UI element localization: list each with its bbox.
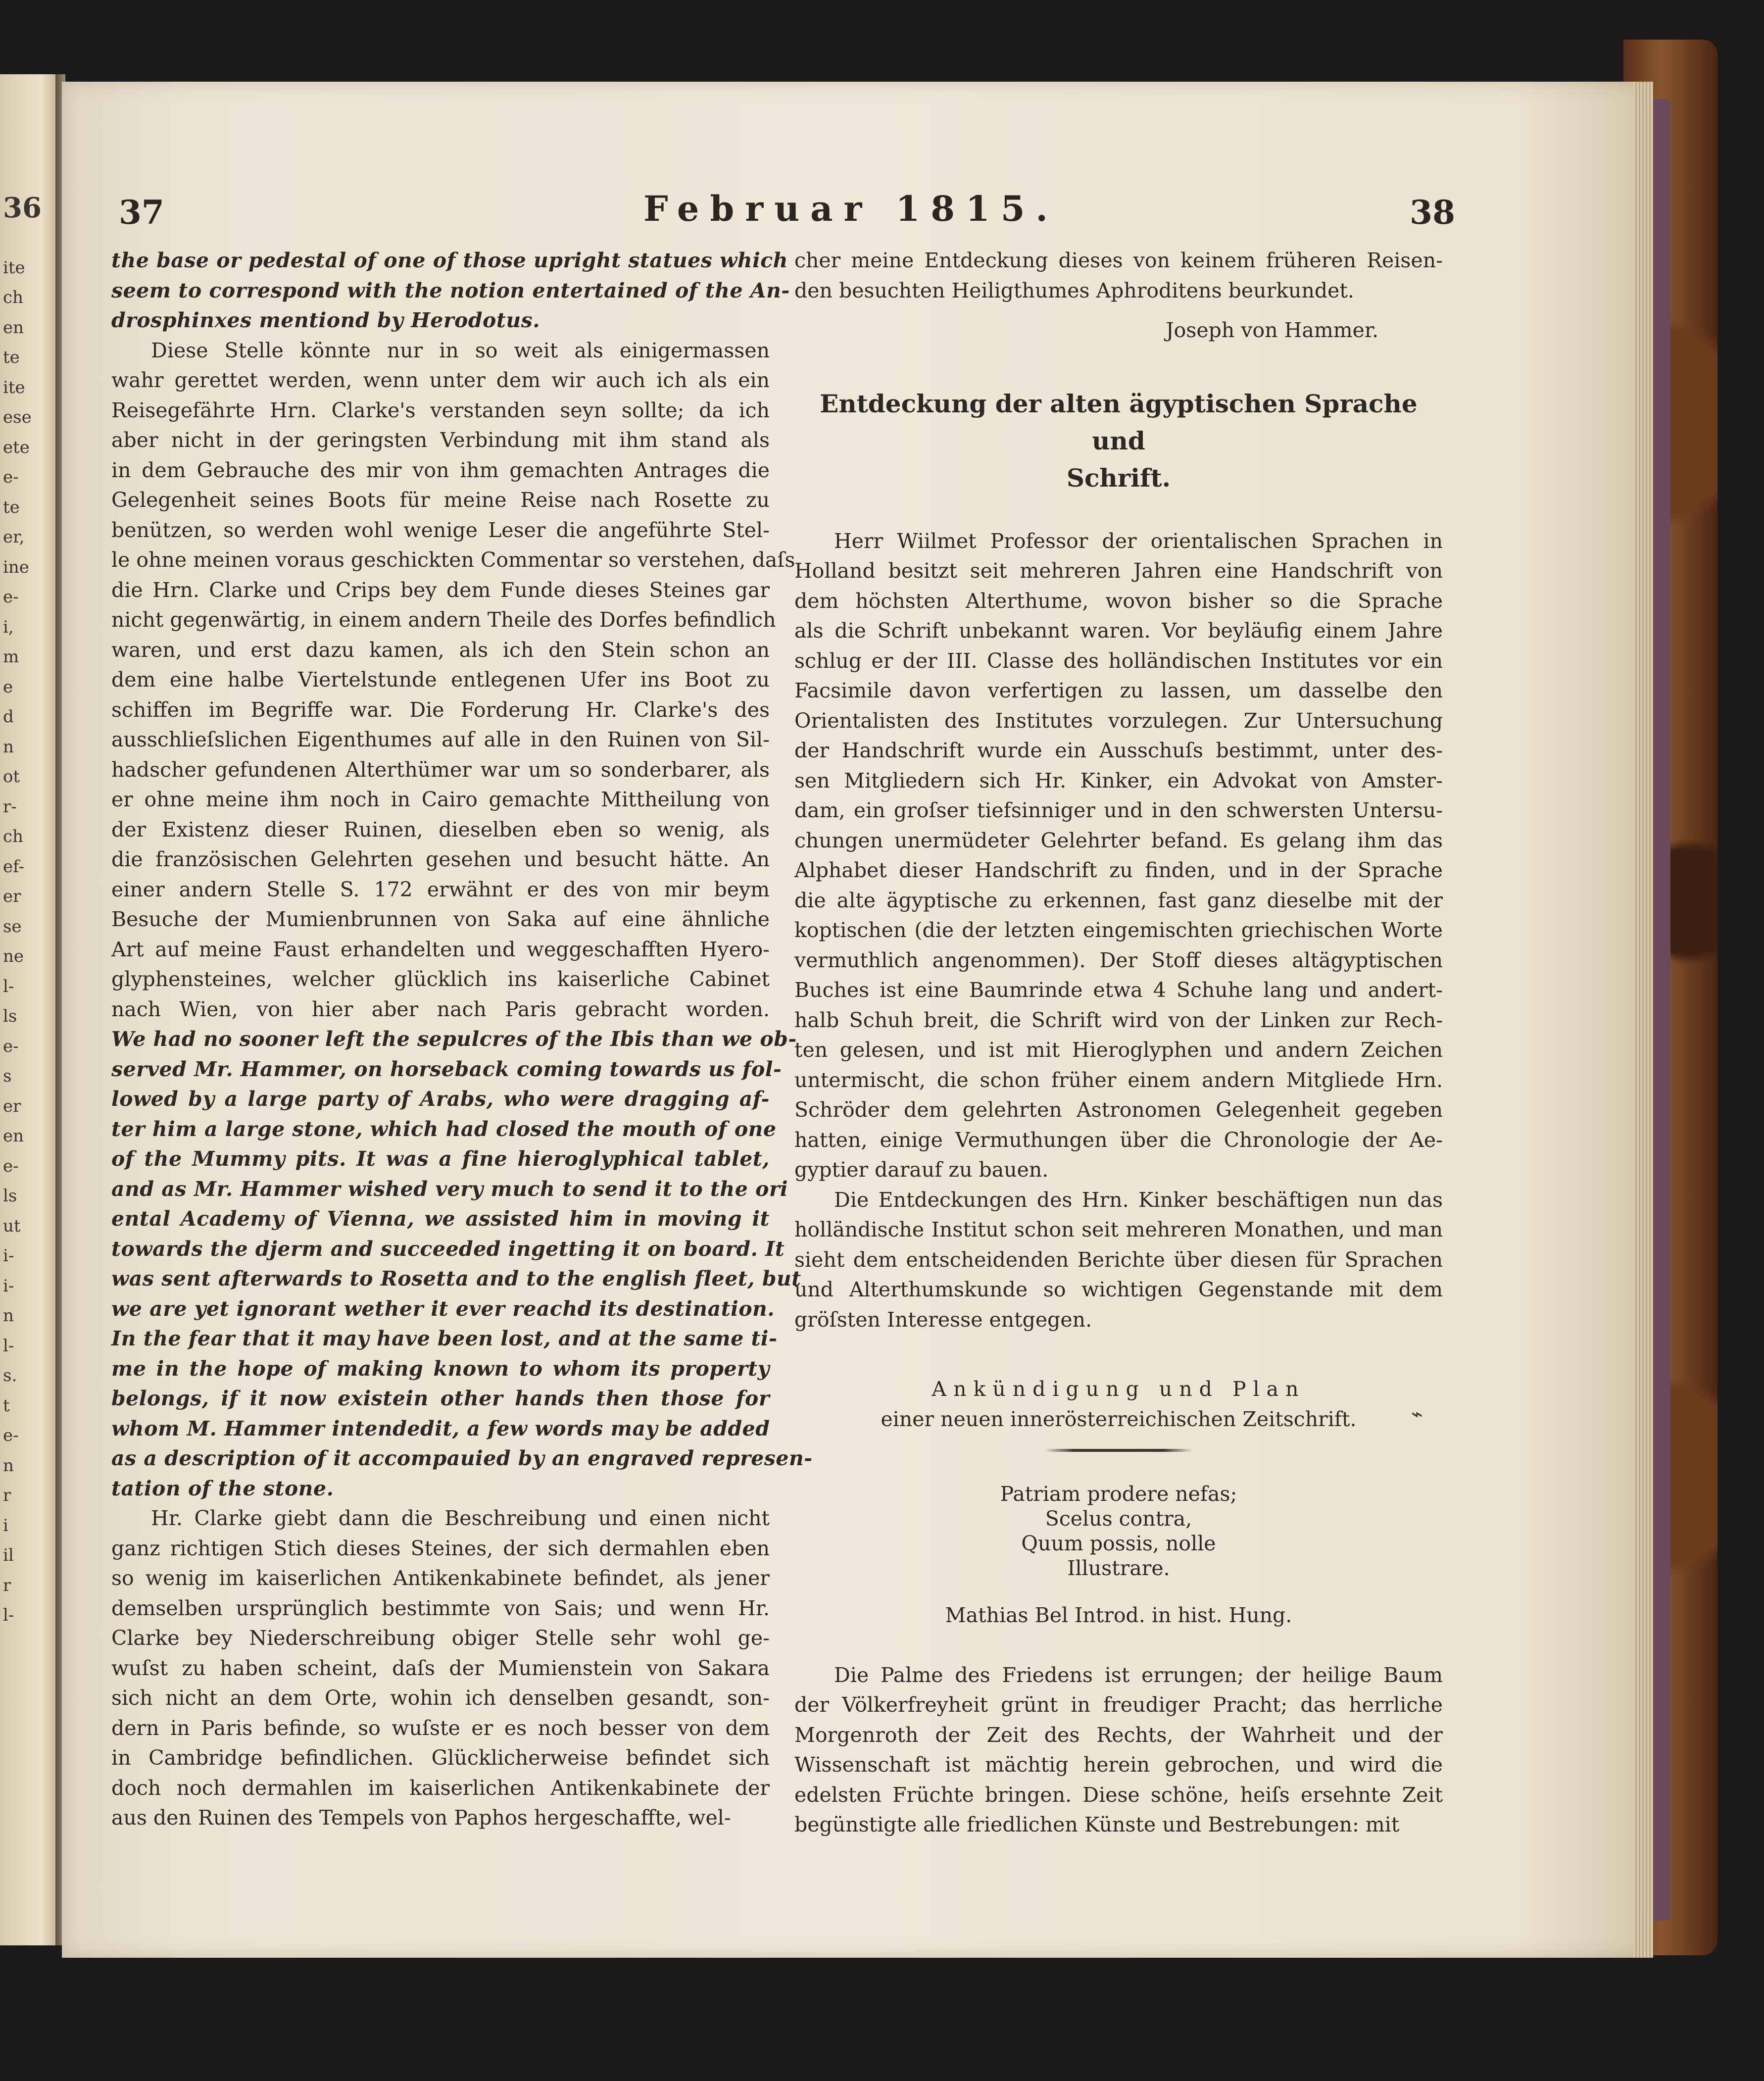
text-line: Morgenroth der Zeit des Rechts, der Wahrheit und der <box>794 1723 1443 1747</box>
text-line: er ohne meine ihm noch in Cairo gemachte Mittheilung von <box>111 788 770 811</box>
text-line: Reisegefährte Hrn. Clarke's verstanden seyn sollte; da ich <box>111 398 770 422</box>
fragment-line: i- <box>3 1246 14 1266</box>
motto-line: Patriam prodere nefas; <box>1000 1482 1237 1506</box>
text-line: den besuchten Heiligthumes Aphroditens beurkundet. <box>794 278 1354 302</box>
fragment-line: e- <box>3 1426 19 1445</box>
fragment-line: l- <box>3 1605 14 1625</box>
fragment-line: il <box>3 1545 14 1565</box>
text-line: ausschlieſslichen Eigenthumes auf alle in den Ruinen von Sil- <box>111 728 770 751</box>
text-line: towards the djerm and succeeded ingetting it on board. It <box>111 1237 785 1261</box>
text-line: begünstigte alle friedlichen Künste und Bestrebungen: mit <box>794 1813 1400 1836</box>
text-line: die alte ägyptische zu erkennen, fast ganz dieselbe mit der <box>794 888 1443 912</box>
article-body <box>794 526 1443 1335</box>
text-line: halb Schuh breit, die Schrift wird von der Linken zur Rech- <box>794 1008 1443 1032</box>
text-line: glyphensteines, welcher glücklich ins kaiserliche Cabinet <box>111 967 770 991</box>
fragment-line: l- <box>3 1336 14 1356</box>
fragment-line: ch <box>3 288 23 307</box>
text-line: sich nicht an dem Orte, wohin ich denselben gesandt, son- <box>111 1686 770 1710</box>
text-line: In the fear that it may have been lost, and at the same ti- <box>111 1327 778 1350</box>
closing-body <box>794 1660 1443 1840</box>
text-line: seem to correspond with the notion entertained of the An- <box>111 278 790 302</box>
previous-page-fragment <box>3 193 52 1631</box>
text-line: ten gelesen, und ist mit Hieroglyphen und andern Zeichen <box>794 1038 1443 1062</box>
fragment-line: er <box>3 887 21 906</box>
fragment-line: n <box>3 1455 14 1476</box>
text-line: was sent afterwards to Rosetta and to the english fleet, but <box>111 1267 801 1290</box>
text-line: Orientalisten des Institutes vorzulegen. Zur Untersuchung <box>794 708 1443 733</box>
text-line: ganz richtigen Stich dieses Steines, der sich dermahlen eben <box>111 1536 770 1560</box>
announcement-subtitle: einer neuen innerösterreichischen Zeitschrift. <box>881 1407 1357 1431</box>
fragment-line: en <box>3 1126 24 1146</box>
text-line: whom M. Hammer intendedit, a few words may be added <box>111 1416 770 1440</box>
text-line: die Hrn. Clarke und Crips bey dem Funde dieses Steines gar <box>111 578 770 602</box>
text-line: sen Mitgliedern sich Hr. Kinker, ein Advokat von Amster- <box>794 768 1443 793</box>
motto-line: Scelus contra, <box>1045 1507 1192 1531</box>
divider-rule <box>1044 1449 1193 1452</box>
page-stack-edge <box>1633 82 1653 1958</box>
text-line: me in the hope of making known to whom its property <box>111 1356 770 1381</box>
text-line: Facsimile davon verfertigen zu lassen, um dasselbe den <box>794 679 1443 702</box>
fragment-line: r <box>3 1575 11 1595</box>
page-number-right: 38 <box>1410 193 1455 232</box>
text-line: of the Mummy pits. It was a fine hieroglyphical tablet, <box>111 1147 770 1171</box>
text-line: als die Schrift unbekannt waren. Vor beyläufig einem Jahre <box>794 619 1443 643</box>
text-line: der Existenz dieser Ruinen, dieselben eben so wenig, als <box>111 817 770 842</box>
fragment-line: en <box>3 317 24 338</box>
motto-line: Illustrare. <box>1067 1556 1170 1580</box>
fragment-line: r <box>3 1486 11 1505</box>
fragment-line: i <box>3 1515 8 1536</box>
text-line: die französischen Gelehrten gesehen und besucht hätte. An <box>111 847 770 871</box>
fragment-line: ine <box>3 557 29 577</box>
text-line: Wissenschaft ist mächtig herein gebrochen, und wird die <box>794 1753 1443 1777</box>
text-line: benützen, so werden wohl wenige Leser die angeführte Stel- <box>111 518 770 542</box>
text-line: koptischen (die der letzten eingemischten griechischen Worte <box>794 918 1443 942</box>
text-line: tation of the stone. <box>111 1476 334 1500</box>
fragment-line: s. <box>3 1366 17 1386</box>
fragment-line: ese <box>3 407 32 427</box>
text-line: cher meine Entdeckung dieses von keinem früheren Reisen- <box>794 248 1443 272</box>
text-line: Clarke bey Niederschreibung obiger Stelle sehr wohl ge- <box>111 1626 770 1650</box>
fragment-line: n <box>3 737 14 757</box>
text-line: untermischt, die schon früher einem andern Mitgliede Hrn. <box>794 1068 1443 1092</box>
text-line: as a description of it accompauied by an engraved represen- <box>111 1446 813 1470</box>
text-line: der Handschrift wurde ein Ausschuſs bestimmt, unter des- <box>794 739 1443 762</box>
text-line: demselben ursprünglich bestimmte von Sais; und wenn Hr. <box>111 1596 770 1620</box>
article-title-line: Schrift. <box>1066 463 1171 493</box>
text-line: Gelegenheit seines Boots für meine Reise nach Rosette zu <box>111 488 770 512</box>
text-line: gyptier darauf zu bauen. <box>794 1158 1049 1182</box>
fragment-line: e- <box>3 1036 19 1056</box>
text-line: Die Entdeckungen des Hrn. Kinker beschäftigen nun das <box>834 1188 1443 1212</box>
previous-page-edge <box>0 74 59 1945</box>
fragment-line: se <box>3 916 22 937</box>
text-line: ter him a large stone, which had closed the mouth of one <box>111 1117 777 1141</box>
text-line: wahr gerettet werden, wenn unter dem wir auch ich als ein <box>111 368 770 392</box>
text-line: dem höchsten Alterthume, wovon bisher so die Sprache <box>794 589 1443 613</box>
text-line: so wenig im kaiserlichen Antikenkabinete befindet, als jener <box>111 1566 770 1590</box>
text-line: belongs, if it now existein other hands then those for <box>111 1387 770 1410</box>
text-line: der Völkerfreyheit grünt in freudiger Pracht; das herrliche <box>794 1693 1443 1717</box>
fragment-line: t <box>3 1395 10 1416</box>
fragment-line: e- <box>3 587 19 607</box>
announcement-title: Ankündigung und Plan <box>931 1377 1306 1401</box>
motto-line: Quum possis, nolle <box>1021 1532 1216 1555</box>
fragment-line: e <box>3 677 13 697</box>
text-line: sieht dem entscheidenden Berichte über diesen für Sprachen <box>794 1247 1443 1272</box>
text-line: Hr. Clarke giebt dann die Beschreibung und einen nicht <box>151 1506 770 1530</box>
text-line: dam, ein groſser tiefsinniger und in den schwersten Untersu- <box>794 798 1443 822</box>
text-line: nicht gegenwärtig, in einem andern Theile des Dorfes befindlich <box>111 608 776 632</box>
text-line: schlug er der III. Classe des holländischen Institutes vor ein <box>794 648 1443 673</box>
fragment-line: n <box>3 1306 14 1326</box>
fragment-line: 36 <box>3 193 42 223</box>
fragment-line: ne <box>3 946 24 966</box>
text-line: Buches ist eine Baumrinde etwa 4 Schuhe lang und andert- <box>794 978 1443 1002</box>
text-line: Diese Stelle könnte nur in so weit als einigermassen <box>151 338 770 362</box>
text-line: edelsten Früchte bringen. Diese schöne, heiſs ersehnte Zeit <box>794 1783 1443 1807</box>
text-line: chungen unermüdeter Gelehrter befand. Es gelang ihm das <box>794 828 1443 852</box>
text-line: aus den Ruinen des Tempels von Paphos hergeschaffte, wel- <box>111 1806 731 1830</box>
fragment-line: d <box>3 707 14 727</box>
text-line: hatten, einige Vermuthungen über die Chronologie der Ae- <box>794 1128 1443 1152</box>
fragment-line: ef- <box>3 856 24 877</box>
fragment-line: ot <box>3 767 20 787</box>
text-line: gröſsten Interesse entgegen. <box>794 1307 1092 1332</box>
fragment-line: er, <box>3 527 25 547</box>
left-column <box>111 246 813 1833</box>
continuation-text <box>794 246 1443 305</box>
text-line: nach Wien, von hier aber nach Paris gebracht worden. <box>111 997 770 1021</box>
fragment-line: ls <box>3 1186 17 1206</box>
fragment-line: te <box>3 347 20 367</box>
text-line: dern in Paris befinde, so wuſste er es noch besser von dem <box>111 1716 770 1740</box>
text-line: lowed by a large party of Arabs, who were dragging af- <box>111 1087 770 1111</box>
right-column <box>794 246 1443 1840</box>
fragment-line: i, <box>3 617 14 637</box>
text-line: aber nicht in der geringsten Verbindung mit ihm stand als <box>111 428 770 452</box>
text-line: we are yet ignorant wether it ever reachd its destination. <box>111 1296 775 1321</box>
text-line: und Alterthumskunde so wichtigen Gegenstande mit dem <box>794 1278 1443 1301</box>
fragment-line: er <box>3 1096 21 1116</box>
motto-source: Mathias Bel Introd. in hist. Hung. <box>945 1603 1292 1627</box>
fragment-line: te <box>3 497 20 517</box>
text-line: Art auf meine Faust erhandelten und weggeschafften Hyero- <box>111 937 770 961</box>
text-line: wuſst zu haben scheint, daſs der Mumienstein von Sakara <box>111 1656 770 1680</box>
text-line: Die Palme des Friedens ist errungen; der heilige Baum <box>834 1663 1443 1687</box>
fragment-line: r- <box>3 796 17 817</box>
page-number-left: 37 <box>119 193 164 232</box>
fragment-line: ch <box>3 827 23 846</box>
text-line: Besuche der Mumienbrunnen von Saka auf eine ähnliche <box>111 907 770 931</box>
text-line: dem eine halbe Viertelstunde entlegenen Ufer ins Boot zu <box>111 668 770 692</box>
fragment-line: ite <box>3 257 25 278</box>
fragment-line: l- <box>3 976 14 996</box>
text-line: holländische Institut schon seit mehreren Monathen, und man <box>794 1218 1443 1241</box>
text-line: the base or pedestal of one of those upright statues which <box>111 248 788 272</box>
fragment-line: ite <box>3 377 25 397</box>
fragment-line: m <box>3 647 19 667</box>
fragment-line: e- <box>3 1156 19 1176</box>
page-header <box>119 188 1455 233</box>
text-line: in Cambridge befindlichen. Glücklicherweise befindet sich <box>111 1746 770 1770</box>
fragment-line: ls <box>3 1006 17 1026</box>
text-line: ental Academy of Vienna, we assisted him in moving it <box>111 1207 770 1231</box>
article-title-line: Entdeckung der alten ägyptischen Sprache und <box>820 389 1418 455</box>
article-title <box>794 385 1443 496</box>
motto <box>794 1482 1443 1581</box>
fragment-line: ut <box>3 1216 21 1236</box>
fragment-line: i- <box>3 1276 14 1296</box>
ornament-mark: ⌁ <box>1411 1402 1423 1426</box>
fragment-line: ete <box>3 437 30 457</box>
text-line: Alphabet dieser Handschrift zu finden, und in der Sprache <box>794 858 1443 882</box>
text-line: drosphinxes mentiond by Herodotus. <box>111 308 540 332</box>
text-line: served Mr. Hammer, on horseback coming towards us fol- <box>111 1057 782 1081</box>
text-line: doch noch dermahlen im kaiserlichen Antikenkabinete der <box>111 1776 770 1800</box>
text-line: Schröder dem gelehrten Astronomen Gelegenheit gegeben <box>794 1098 1443 1122</box>
text-line: Herr Wiilmet Professor der orientalischen Sprachen in <box>834 529 1443 553</box>
text-line: le ohne meinen voraus geschickten Commentar so verstehen, daſs <box>111 548 795 572</box>
text-line: vermuthlich angenommen). Der Stoff dieses altägyptischen <box>794 948 1443 972</box>
text-line: schiffen im Begriffe war. Die Forderung Hr. Clarke's des <box>111 697 770 722</box>
running-head: Februar 1815. <box>643 188 1059 229</box>
text-line: in dem Gebrauche des mir von ihm gemachten Antrages die <box>111 458 770 482</box>
fragment-line: e- <box>3 467 19 487</box>
text-line: waren, und erst dazu kamen, als ich den Stein schon an <box>111 638 770 662</box>
text-line: We had no sooner left the sepulcres of the Ibis than we ob- <box>111 1027 797 1051</box>
text-line: Holland besitzt seit mehreren Jahren eine Handschrift von <box>794 559 1443 583</box>
fragment-line: s <box>3 1066 12 1086</box>
text-line: einer andern Stelle S. 172 erwähnt er des von mir beym <box>111 877 770 901</box>
author-signature: Joseph von Hammer. <box>1166 318 1378 342</box>
text-line: and as Mr. Hammer wished very much to send it to the ori <box>111 1177 788 1201</box>
text-line: hadscher gefundenen Alterthümer war um so sonderbarer, als <box>111 757 770 782</box>
